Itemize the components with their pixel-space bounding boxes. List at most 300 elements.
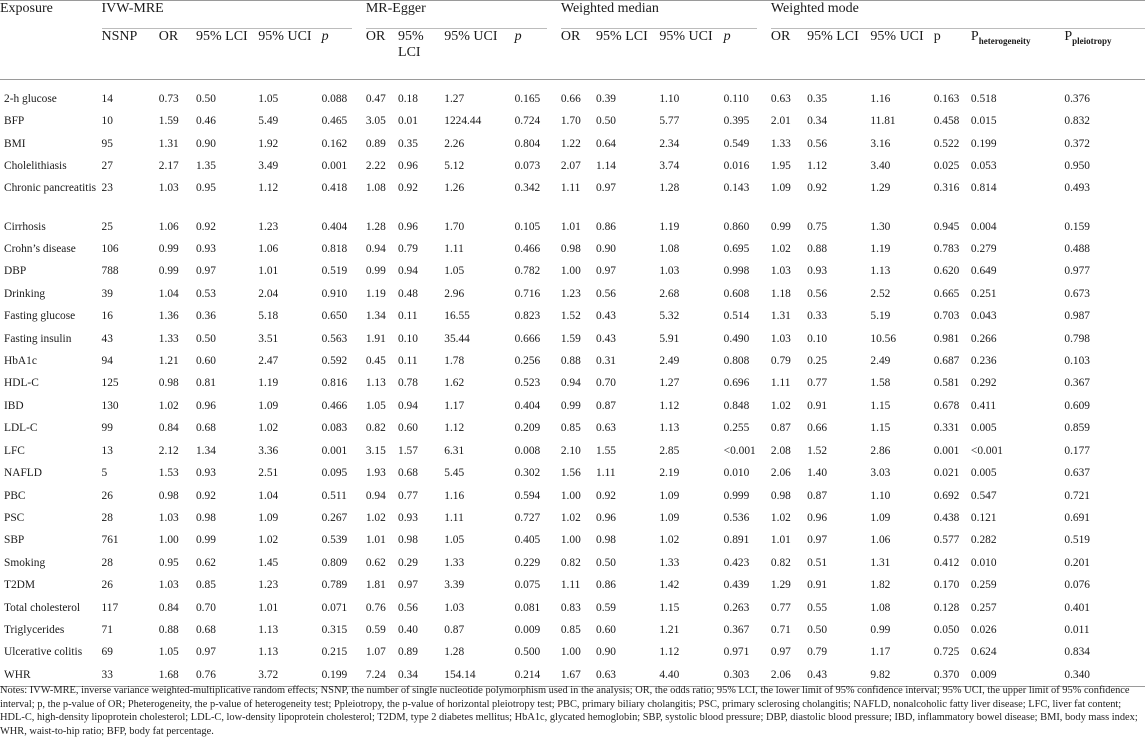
- value-cell: 0.68: [195, 623, 216, 636]
- value-cell: 0.620: [933, 265, 960, 278]
- value-cell: 0.945: [933, 220, 960, 233]
- value-cell: 0.050: [933, 623, 960, 636]
- value-cell: 0.095: [321, 467, 348, 480]
- value-cell: 0.98: [770, 489, 791, 502]
- value-cell: 1.08: [659, 243, 680, 256]
- value-cell: 0.87: [596, 399, 616, 412]
- value-cell: 1.09: [659, 511, 680, 524]
- value-cell: 0.46: [195, 115, 216, 128]
- value-cell: 3.72: [258, 668, 279, 681]
- value-cell: 1.82: [870, 579, 891, 592]
- exposure-cell: SBP: [4, 534, 25, 547]
- value-cell: 0.82: [365, 422, 386, 435]
- value-cell: 0.404: [514, 399, 541, 412]
- value-cell: 1.13: [870, 265, 891, 278]
- value-cell: 0.90: [596, 646, 616, 659]
- table-row: [0, 462, 1145, 484]
- value-cell: 1.23: [258, 579, 279, 592]
- value-cell: 0.93: [398, 511, 418, 524]
- value-cell: 1.13: [258, 623, 279, 636]
- value-cell: 1.02: [258, 422, 279, 435]
- table-row: [0, 574, 1145, 596]
- value-cell: 0.77: [807, 377, 828, 390]
- value-cell: 0.303: [723, 668, 750, 681]
- value-cell: 1.02: [770, 399, 791, 412]
- value-cell: 0.727: [514, 511, 541, 524]
- value-cell: 9.82: [870, 668, 891, 681]
- value-cell: 0.68: [398, 467, 418, 480]
- group-header-weighted-median: Weighted median: [561, 1, 771, 30]
- value-cell: 0.66: [560, 93, 581, 105]
- value-cell: 2.52: [870, 287, 891, 300]
- value-cell: 0.99: [560, 399, 581, 412]
- value-cell: 0.96: [398, 160, 418, 173]
- value-cell: 0.48: [398, 287, 418, 300]
- exposure-cell: Total cholesterol: [4, 601, 81, 614]
- value-cell: 1.05: [158, 646, 179, 659]
- value-cell: 0.98: [398, 534, 418, 547]
- value-cell: 0.84: [158, 601, 179, 614]
- value-cell: 0.411: [970, 399, 997, 412]
- value-cell: 1.26: [444, 181, 465, 194]
- value-cell: 1.92: [258, 137, 279, 150]
- value-cell: 1.62: [444, 377, 465, 390]
- col-lci: 95% LCI: [398, 29, 424, 60]
- value-cell: 0.76: [195, 668, 216, 681]
- value-cell: 0.009: [970, 668, 997, 681]
- value-cell: 1.27: [659, 377, 680, 390]
- value-cell: 0.94: [398, 265, 418, 278]
- value-cell: 0.99: [870, 623, 891, 636]
- value-cell: 1.06: [870, 534, 891, 547]
- exposure-header: Exposure: [0, 1, 53, 16]
- value-cell: 0.549: [723, 137, 750, 150]
- value-cell: 0.724: [514, 115, 541, 128]
- value-cell: 1.59: [560, 332, 581, 345]
- group-underline: [771, 28, 1145, 29]
- value-cell: 1.14: [596, 160, 616, 173]
- value-cell: 5.18: [258, 310, 279, 323]
- value-cell: 0.500: [514, 646, 541, 659]
- value-cell: 3.36: [258, 444, 279, 457]
- value-cell: 1.11: [444, 243, 464, 256]
- table-row: [0, 641, 1145, 663]
- value-cell: 0.162: [321, 137, 348, 150]
- value-cell: 2.10: [560, 444, 581, 457]
- value-cell: 0.423: [723, 556, 750, 569]
- value-cell: 0.075: [514, 579, 541, 592]
- value-cell: 3.51: [258, 332, 279, 345]
- value-cell: 0.088: [321, 93, 348, 105]
- col-p: p: [723, 29, 731, 44]
- value-cell: 0.96: [807, 511, 828, 524]
- value-cell: 1.40: [807, 467, 828, 480]
- value-cell: 1.04: [258, 489, 279, 502]
- exposure-cell: BFP: [4, 115, 25, 128]
- value-cell: 1.18: [770, 287, 791, 300]
- value-cell: 1.52: [807, 444, 828, 457]
- value-cell: 0.35: [807, 93, 828, 105]
- value-cell: 2.04: [258, 287, 279, 300]
- value-cell: 0.85: [560, 623, 581, 636]
- value-cell: 0.105: [514, 220, 541, 233]
- value-cell: 0.87: [770, 422, 791, 435]
- value-cell: 1.11: [560, 579, 581, 592]
- table-row: [0, 529, 1145, 551]
- value-cell: 0.121: [970, 511, 997, 524]
- value-cell: 0.95: [158, 556, 179, 569]
- value-cell: 1.05: [258, 93, 279, 105]
- value-cell: 0.950: [1064, 160, 1091, 173]
- value-cell: 1.02: [158, 399, 179, 412]
- value-cell: 1.21: [158, 355, 179, 368]
- value-cell: 28: [101, 556, 113, 569]
- value-cell: 0.367: [723, 623, 750, 636]
- value-cell: 0.68: [195, 422, 216, 435]
- value-cell: 0.91: [807, 579, 828, 592]
- value-cell: 0.592: [321, 355, 348, 368]
- value-cell: 0.725: [933, 646, 960, 659]
- value-cell: 1.35: [195, 160, 216, 173]
- exposure-cell: Fasting insulin: [4, 332, 72, 345]
- value-cell: 0.438: [933, 511, 960, 524]
- exposure-subheader-blank: [0, 29, 102, 80]
- value-cell: 0.88: [158, 623, 179, 636]
- value-cell: 0.78: [398, 377, 418, 390]
- value-cell: 0.519: [1064, 534, 1091, 547]
- exposure-cell: Ulcerative colitis: [4, 646, 83, 659]
- value-cell: 0.11: [398, 355, 418, 368]
- table-notes: Notes: IVW-MRE, inverse variance weighted-multiplicative random effects; NSNP, the number of single nucleotide polymorphism used in the analysis; OR, the odds ratio; 95% LCI, the lower limit of 95% confidence interval; 95% UCI, the upper limit of 95% confidence interval; p, the p-value of OR; Pheterogeneity, the p-value of heterogeneity test; Ppleiotropy, the p-value of horizontal pleiotropy test; PBC, primary biliary cholangitis; PSC, primary sclerosing cholangitis; NAFLD, nonalcoholic fatty liver disease; LFC, liver fat content; HDL-C, high-density lipoprotein cholesterol; LDL-C, low-density lipoprotein cholesterol; T2DM, type 2 diabetes mellitus; HbA1c, glycated hemoglobin; SBP, systolic blood pressure; DBP, diastolic blood pressure; IBD, inflammatory bowel disease; BMI, body mass index; WHR, waist-to-hip ratio; BFP, body fat percentage.: [0, 685, 1138, 738]
- exposure-cell: Crohn’s disease: [4, 243, 76, 256]
- value-cell: 3.49: [258, 160, 279, 173]
- value-cell: 5.77: [659, 115, 680, 128]
- value-cell: 3.05: [365, 115, 386, 128]
- value-cell: 5.12: [444, 160, 465, 173]
- value-cell: 125: [101, 377, 119, 390]
- value-cell: 0.834: [1064, 646, 1091, 659]
- value-cell: 0.010: [723, 467, 750, 480]
- value-cell: 1.28: [365, 220, 386, 233]
- value-cell: 1.17: [870, 646, 891, 659]
- exposure-cell: Triglycerides: [4, 623, 65, 636]
- value-cell: 1.19: [365, 287, 386, 300]
- value-cell: 0.405: [514, 534, 541, 547]
- value-cell: 0.92: [195, 220, 216, 233]
- value-cell: 1.23: [560, 287, 581, 300]
- value-cell: 0.025: [933, 160, 960, 173]
- value-cell: 0.94: [398, 399, 418, 412]
- value-cell: 1.12: [807, 160, 828, 173]
- value-cell: 0.518: [970, 93, 997, 105]
- value-cell: 0.170: [933, 579, 960, 592]
- value-cell: 0.716: [514, 287, 541, 300]
- value-cell: 0.649: [970, 265, 997, 278]
- value-cell: 26: [101, 579, 113, 592]
- value-cell: 0.95: [195, 181, 216, 194]
- value-cell: 0.59: [596, 601, 616, 614]
- value-cell: 0.015: [970, 115, 997, 128]
- value-cell: 71: [101, 623, 113, 636]
- value-cell: 0.96: [195, 399, 216, 412]
- value-cell: 0.005: [970, 422, 997, 435]
- value-cell: 0.92: [596, 489, 616, 502]
- value-cell: 0.021: [933, 467, 960, 480]
- table-row: [0, 238, 1145, 260]
- value-cell: 5.32: [659, 310, 680, 323]
- exposure-cell: LFC: [4, 444, 25, 457]
- table-row: [0, 80, 1145, 111]
- table-row: [0, 372, 1145, 394]
- value-cell: 0.910: [321, 287, 348, 300]
- value-cell: <0.001: [970, 444, 1003, 457]
- value-cell: 0.103: [1064, 355, 1091, 368]
- value-cell: 2.34: [659, 137, 680, 150]
- value-cell: 0.814: [970, 181, 997, 194]
- value-cell: 0.650: [321, 310, 348, 323]
- value-cell: 5.19: [870, 310, 891, 323]
- value-cell: 0.665: [933, 287, 960, 300]
- value-cell: 0.10: [398, 332, 418, 345]
- value-cell: 0.255: [723, 422, 750, 435]
- value-cell: 0.783: [933, 243, 960, 256]
- value-cell: 0.259: [970, 579, 997, 592]
- value-cell: 3.03: [870, 467, 891, 480]
- value-cell: 0.519: [321, 265, 348, 278]
- value-cell: 1.68: [158, 668, 179, 681]
- value-cell: 0.34: [398, 668, 418, 681]
- header-column-row: [0, 29, 1145, 80]
- value-cell: 0.159: [1064, 220, 1091, 233]
- value-cell: 0.59: [365, 623, 386, 636]
- value-cell: 0.90: [195, 137, 216, 150]
- value-cell: 0.891: [723, 534, 750, 547]
- col-uci: 95% UCI: [444, 29, 498, 44]
- value-cell: 1.15: [870, 422, 891, 435]
- value-cell: 0.263: [723, 601, 750, 614]
- exposure-cell: 2-h glucose: [4, 93, 57, 105]
- value-cell: 2.08: [770, 444, 791, 457]
- value-cell: 0.50: [596, 556, 616, 569]
- value-cell: 0.395: [723, 115, 750, 128]
- value-cell: 2.06: [770, 668, 791, 681]
- value-cell: 0.62: [365, 556, 386, 569]
- exposure-cell: LDL-C: [4, 422, 38, 435]
- group-underline: [561, 28, 757, 29]
- value-cell: 1.28: [444, 646, 465, 659]
- value-cell: 1.31: [870, 556, 891, 569]
- value-cell: 0.624: [970, 646, 997, 659]
- exposure-cell: Chronic pancreatitis: [4, 181, 97, 194]
- value-cell: 1.11: [560, 181, 581, 194]
- value-cell: 0.563: [321, 332, 348, 345]
- value-cell: 0.678: [933, 399, 960, 412]
- value-cell: 1.36: [158, 310, 179, 323]
- value-cell: 11.81: [870, 115, 896, 128]
- table-row: [0, 440, 1145, 462]
- value-cell: 0.88: [560, 355, 581, 368]
- value-cell: 0.93: [195, 467, 216, 480]
- value-cell: 0.721: [1064, 489, 1091, 502]
- value-cell: 2.22: [365, 160, 386, 173]
- table-row: [0, 260, 1145, 282]
- col-or: OR: [770, 29, 791, 44]
- value-cell: 1.11: [596, 467, 616, 480]
- value-cell: 0.40: [398, 623, 418, 636]
- exposure-cell: WHR: [4, 668, 31, 681]
- value-cell: 0.692: [933, 489, 960, 502]
- value-cell: 2.47: [258, 355, 279, 368]
- table-row: [0, 417, 1145, 439]
- value-cell: 0.97: [398, 579, 418, 592]
- value-cell: 0.372: [1064, 137, 1091, 150]
- value-cell: 0.79: [807, 646, 828, 659]
- value-cell: 2.96: [444, 287, 465, 300]
- col-lci: 95% LCI: [195, 29, 248, 44]
- value-cell: 1.08: [365, 181, 386, 194]
- value-cell: 0.001: [321, 160, 348, 173]
- value-cell: 0.214: [514, 668, 541, 681]
- value-cell: 26: [101, 489, 113, 502]
- value-cell: 0.493: [1064, 181, 1091, 194]
- exposure-cell: Smoking: [4, 556, 46, 569]
- table-body: [0, 80, 1145, 687]
- value-cell: 0.73: [158, 93, 179, 105]
- value-cell: 0.009: [514, 623, 541, 636]
- value-cell: 1.16: [870, 93, 891, 105]
- value-cell: 0.342: [514, 181, 541, 194]
- value-cell: 7.24: [365, 668, 386, 681]
- value-cell: 0.673: [1064, 287, 1091, 300]
- value-cell: 1.13: [365, 377, 386, 390]
- value-cell: 0.199: [970, 137, 997, 150]
- value-cell: 0.804: [514, 137, 541, 150]
- col-p-pleiotropy: $P_{pleiotropy}$: [1064, 29, 1112, 46]
- col-or: OR: [158, 29, 179, 44]
- table-row: [0, 216, 1145, 238]
- value-cell: 27: [101, 160, 113, 173]
- value-cell: 1.19: [659, 220, 680, 233]
- value-cell: 0.98: [195, 511, 216, 524]
- value-cell: 0.31: [596, 355, 616, 368]
- value-cell: 1.02: [560, 511, 581, 524]
- group-header-ivw-mre: IVW-MRE: [102, 1, 366, 30]
- value-cell: 0.97: [596, 265, 616, 278]
- value-cell: 1.55: [596, 444, 616, 457]
- value-cell: 99: [101, 422, 113, 435]
- value-cell: 0.86: [596, 579, 616, 592]
- value-cell: 0.163: [933, 93, 960, 105]
- value-cell: 0.999: [723, 489, 750, 502]
- value-cell: 0.55: [807, 601, 828, 614]
- value-cell: 0.70: [596, 377, 616, 390]
- value-cell: 0.53: [195, 287, 216, 300]
- value-cell: 1.95: [770, 160, 791, 173]
- value-cell: 1.52: [560, 310, 581, 323]
- table-row: [0, 597, 1145, 619]
- value-cell: 35.44: [444, 332, 470, 345]
- value-cell: 0.703: [933, 310, 960, 323]
- value-cell: 1.01: [365, 534, 386, 547]
- table-row: [0, 305, 1145, 327]
- value-cell: 0.50: [596, 115, 616, 128]
- value-cell: 0.026: [970, 623, 997, 636]
- value-cell: 1.03: [158, 579, 179, 592]
- value-cell: 0.466: [321, 399, 348, 412]
- col-or: OR: [560, 29, 581, 44]
- value-cell: 1.78: [444, 355, 465, 368]
- table-row: [0, 155, 1145, 177]
- value-cell: 0.971: [723, 646, 750, 659]
- table-row: [0, 133, 1145, 155]
- value-cell: 0.82: [560, 556, 581, 569]
- value-cell: 0.514: [723, 310, 750, 323]
- value-cell: 0.63: [770, 93, 791, 105]
- table-row: [0, 507, 1145, 529]
- value-cell: 2.17: [158, 160, 179, 173]
- exposure-cell: HDL-C: [4, 377, 39, 390]
- exposure-cell: Drinking: [4, 287, 46, 300]
- value-cell: 39: [101, 287, 113, 300]
- value-cell: 1.22: [560, 137, 581, 150]
- value-cell: 0.110: [723, 93, 749, 105]
- value-cell: 10: [101, 115, 113, 128]
- value-cell: 0.401: [1064, 601, 1091, 614]
- value-cell: 0.809: [321, 556, 348, 569]
- exposure-cell: BMI: [4, 137, 26, 150]
- value-cell: 0.782: [514, 265, 541, 278]
- value-cell: 0.75: [807, 220, 828, 233]
- value-cell: 0.77: [770, 601, 791, 614]
- value-cell: 0.99: [158, 243, 179, 256]
- value-cell: 0.458: [933, 115, 960, 128]
- value-cell: 1.31: [770, 310, 791, 323]
- value-cell: 0.88: [807, 243, 828, 256]
- exposure-cell: NAFLD: [4, 467, 42, 480]
- value-cell: 0.523: [514, 377, 541, 390]
- col-uci: 95% UCI: [870, 29, 924, 44]
- value-cell: 0.99: [365, 265, 386, 278]
- value-cell: 0.199: [321, 668, 348, 681]
- value-cell: 1.57: [398, 444, 418, 457]
- value-cell: 1.81: [365, 579, 386, 592]
- value-cell: 1.08: [870, 601, 891, 614]
- value-cell: 0.92: [807, 181, 828, 194]
- value-cell: 0.92: [195, 489, 216, 502]
- value-cell: 0.93: [195, 243, 216, 256]
- value-cell: 69: [101, 646, 113, 659]
- value-cell: 0.62: [195, 556, 216, 569]
- value-cell: 0.695: [723, 243, 750, 256]
- value-cell: 0.50: [807, 623, 828, 636]
- value-cell: 0.97: [195, 265, 216, 278]
- value-cell: 0.004: [970, 220, 997, 233]
- value-cell: 0.35: [398, 137, 418, 150]
- value-cell: 0.99: [195, 534, 216, 547]
- value-cell: 14: [101, 93, 113, 105]
- value-cell: 0.316: [933, 181, 960, 194]
- value-cell: 0.85: [195, 579, 216, 592]
- value-cell: 154.14: [444, 668, 476, 681]
- value-cell: 1.91: [365, 332, 386, 345]
- value-cell: 33: [101, 668, 113, 681]
- value-cell: 0.63: [596, 422, 616, 435]
- value-cell: 1.29: [770, 579, 791, 592]
- value-cell: 0.016: [723, 160, 750, 173]
- group-underline: [102, 28, 352, 29]
- value-cell: 0.56: [807, 287, 828, 300]
- value-cell: 0.043: [970, 310, 997, 323]
